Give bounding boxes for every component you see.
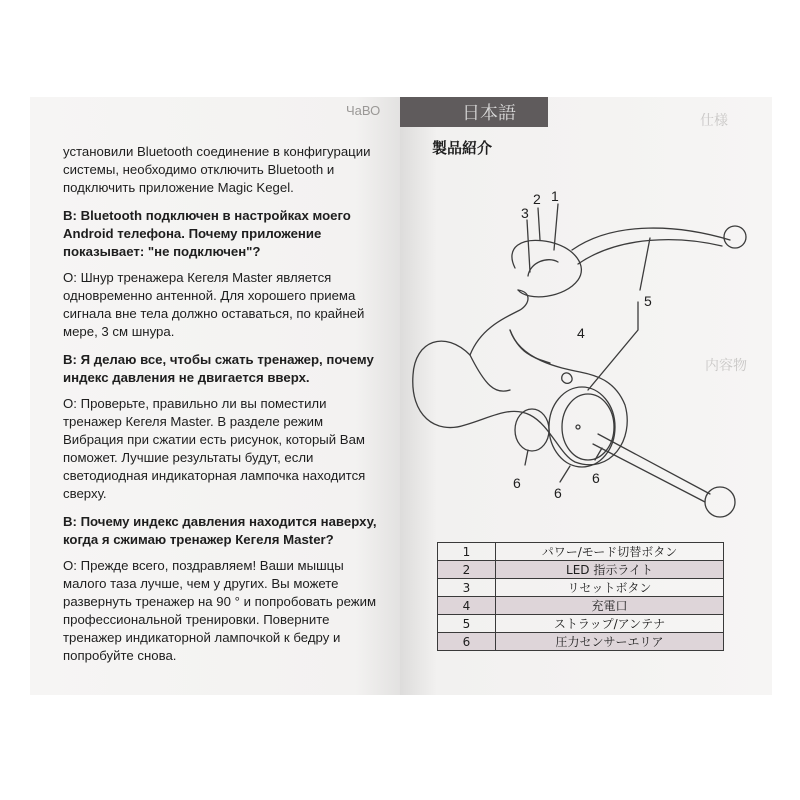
faq-text — [63, 143, 383, 675]
callout-label: 2 — [533, 191, 541, 207]
faq-question: В: Bluetooth подключен в настройках моего Android телефона. Почему приложение показывает: "не подключен"? — [63, 208, 351, 259]
parts-row — [438, 615, 724, 633]
faq-question: В: Я делаю все, чтобы сжать тренажер, почему индекс давления не двигается вверх. — [63, 352, 374, 385]
faq-answer: О: Прежде всего, поздравляем! Ваши мышцы малого таза лучше, чем у других. Вы можете развернуть тренажер на 90 ° и попробовать режим профессиональной тренировки. Поверните тренажер индикаторной лампочкой к бедру и попробуйте снова. — [63, 558, 377, 663]
faq-answer: установили Bluetooth соединение в конфигурации системы, необходимо отключить Bluetooth и подключить приложение Magic Kegel. — [63, 144, 371, 195]
part-number: 4 — [438, 597, 496, 615]
faq-answer: О: Проверьте, правильно ли вы поместили тренажер Кегеля Master. В разделе режим Вибрация при сжатии есть рисунок, который Вам поможет. Лучшие результаты будут, если светодиодная индикаторная лампочка находится сверху. — [63, 396, 366, 501]
part-name: ストラップ/アンテナ — [496, 615, 724, 633]
device-illustration — [410, 180, 750, 520]
part-number: 2 — [438, 561, 496, 579]
callout-label: 1 — [551, 188, 559, 204]
part-name: LED 指示ライト — [496, 561, 724, 579]
part-number: 6 — [438, 633, 496, 651]
language-tab-label: 日本語 — [462, 103, 516, 123]
section-title: 製品紹介 — [432, 139, 493, 157]
part-number: 5 — [438, 615, 496, 633]
parts-row — [438, 543, 724, 561]
part-number: 1 — [438, 543, 496, 561]
callout-label: 4 — [577, 325, 585, 341]
language-tab — [400, 97, 548, 127]
part-name: パワー/モード切替ボタン — [496, 543, 724, 561]
callout-label: 3 — [521, 205, 529, 221]
callout-label: 5 — [644, 293, 652, 309]
show-through-text: 内容物 — [705, 357, 747, 373]
faq-answer: О: Шнур тренажера Кегеля Master является одновременно антенной. Для хорошего приема сигнала вне тела должно оставаться, по крайней мере, 3 см шнура. — [63, 270, 365, 339]
parts-row — [438, 633, 724, 651]
part-name: リセットボタン — [496, 579, 724, 597]
faq-question: В: Почему индекс давления находится наверху, когда я сжимаю тренажер Кегеля Master? — [63, 514, 377, 547]
callout-label: 6 — [554, 485, 562, 501]
parts-table — [437, 542, 724, 651]
callout-label: 6 — [592, 470, 600, 486]
parts-row — [438, 579, 724, 597]
show-through-text: 仕様 — [700, 112, 728, 128]
parts-row — [438, 561, 724, 579]
callout-label: 6 — [513, 475, 521, 491]
parts-row — [438, 597, 724, 615]
part-number: 3 — [438, 579, 496, 597]
part-name: 圧力センサーエリア — [496, 633, 724, 651]
running-head: ЧаВО — [346, 103, 381, 118]
part-name: 充電口 — [496, 597, 724, 615]
